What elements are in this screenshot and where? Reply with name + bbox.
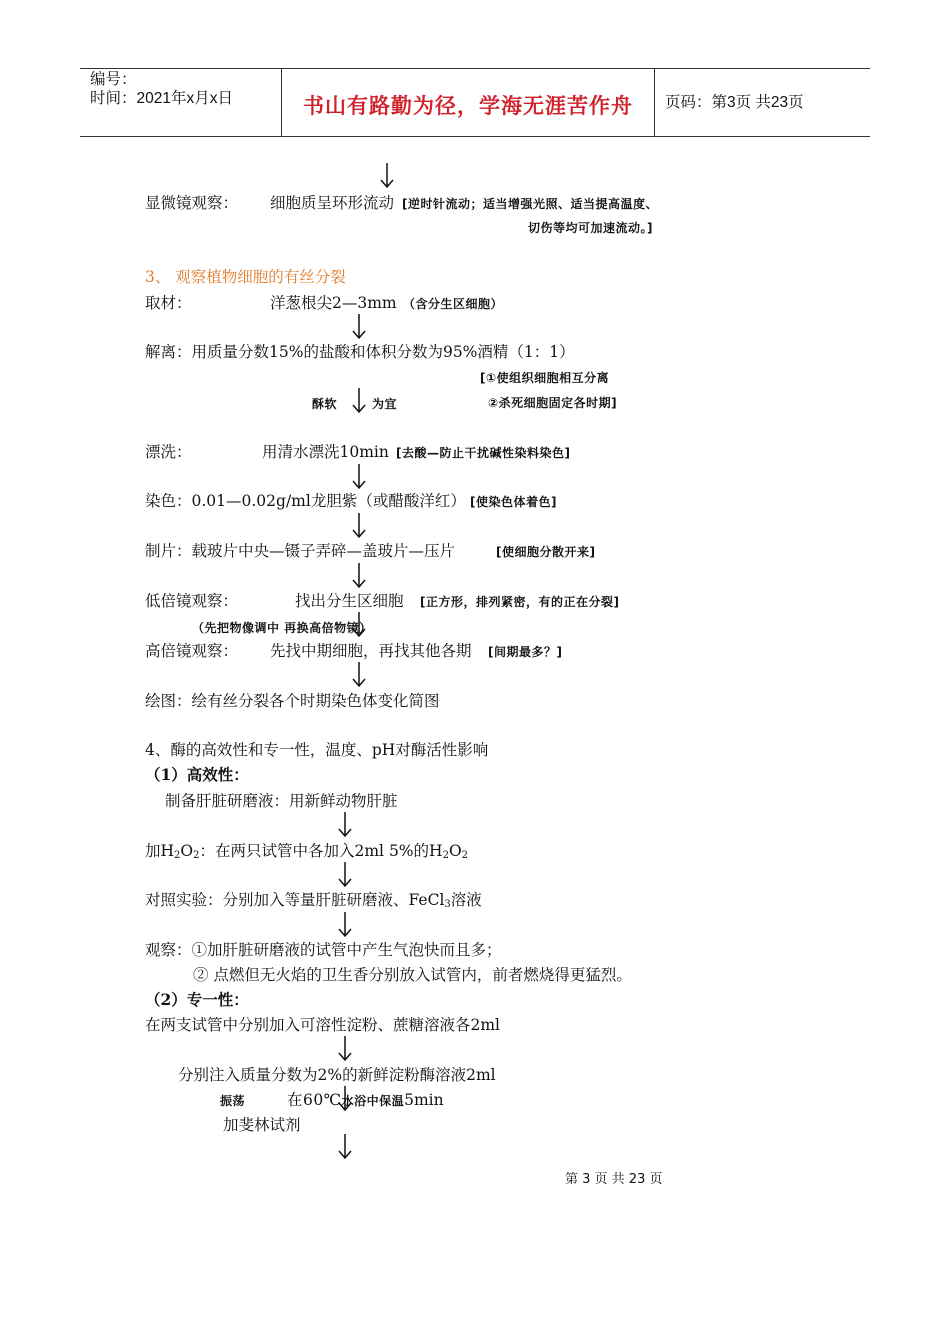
add-h2o2-text: 加$H_2O_2$：在两只试管中各加入2ml 5%的$H_2O_2$: [145, 842, 469, 861]
low-mag-note: [正方形，排列紧密，有的正在分裂]: [420, 595, 620, 609]
observe-2: ② 点燃但无火焰的卫生香分别放入试管内，前者燃烧得更猛烈。: [193, 966, 632, 984]
header-page-label: 页码：第3页 共23页: [665, 94, 804, 111]
fehling-text: 加斐林试剂: [223, 1116, 301, 1134]
down-arrow-icon: [380, 163, 394, 189]
down-arrow-icon: [338, 862, 352, 888]
microscope-note-2: 切伤等均可加速流动。]: [528, 221, 653, 235]
rinse-label: 漂洗：: [145, 443, 192, 461]
down-arrow-icon: [352, 662, 366, 688]
shake-label: 振荡: [220, 1094, 246, 1108]
down-arrow-icon: [352, 612, 366, 638]
header-divider-right: [654, 68, 655, 136]
subsection-efficiency: （1）高效性：: [145, 765, 249, 784]
draw-text: 绘图：绘有丝分裂各个时期染色体变化简图: [145, 692, 440, 710]
stain-note: [使染色体着色]: [470, 495, 557, 509]
rinse-note: [去酸—防止干扰碱性染料染色]: [396, 446, 571, 460]
low-mag-text: 找出分生区细胞: [295, 592, 404, 610]
footer-page-number: 第 3 页 共 23 页: [565, 1172, 663, 1187]
down-arrow-icon: [352, 464, 366, 490]
section4-title: 4、酶的高效性和专一性，温度、pH对酶活性影响: [145, 741, 489, 759]
header-date-label: 时间：2021年x月x日: [90, 90, 233, 107]
down-arrow-icon: [338, 1134, 352, 1160]
dissociation-text: 解离：用质量分数15%的盐酸和体积分数为95%酒精（1：1）: [145, 343, 575, 361]
section3-title: 3、 观察植物细胞的有丝分裂: [145, 268, 346, 286]
dissociation-note-2: ②杀死细胞固定各时期]: [488, 396, 618, 410]
down-arrow-icon: [352, 513, 366, 539]
header-top-border: [80, 68, 870, 69]
down-arrow-icon: [338, 1036, 352, 1062]
mount-text: 制片：载玻片中央—镊子弄碎—盖玻片—压片: [145, 542, 456, 560]
high-mag-text: 先找中期细胞，再找其他各期: [270, 642, 472, 660]
header-bottom-border: [80, 136, 870, 137]
high-mag-note: [间期最多？]: [488, 645, 563, 659]
mount-note: [使细胞分散开来]: [496, 545, 596, 559]
control-text: 对照实验：分别加入等量肝脏研磨液、FeCl$_3$溶液: [145, 891, 482, 910]
microscope-text: 细胞质呈环形流动: [270, 194, 395, 212]
specificity-1: 在两支试管中分别加入可溶性淀粉、蔗糖溶液各2ml: [145, 1016, 501, 1034]
sampling-label: 取材：: [145, 294, 192, 312]
low-mag-label: 低倍镜观察：: [145, 592, 239, 610]
stain-text: 染色：0.01—0.02g/ml龙胆紫（或醋酸洋红）: [145, 492, 466, 510]
down-arrow-icon: [338, 812, 352, 838]
header-motto: 书山有路勤为径，学海无涯苦作舟: [303, 94, 633, 118]
softness-left: 酥软: [312, 397, 338, 411]
observe-1: 观察：①加肝脏研磨液的试管中产生气泡快而且多；: [145, 941, 502, 959]
down-arrow-icon: [352, 388, 366, 414]
prep-text: 制备肝脏研磨液：用新鲜动物肝脏: [165, 792, 398, 810]
high-mag-label: 高倍镜观察：: [145, 642, 239, 660]
sampling-text: 洋葱根尖2—3mm: [270, 294, 397, 312]
subsection-specificity: （2）专一性：: [145, 990, 249, 1009]
between-note: （先把物像调中 再换高倍物镜）: [192, 621, 372, 635]
down-arrow-icon: [352, 563, 366, 589]
down-arrow-icon: [338, 912, 352, 938]
header-code-label: 编号：: [90, 71, 137, 88]
softness-right: 为宜: [372, 397, 398, 411]
dissociation-note-1: [①使组织细胞相互分离: [480, 371, 610, 385]
rinse-text: 用清水漂洗10min: [262, 443, 389, 461]
incubate-label: 在60℃水浴中保温5min: [287, 1091, 444, 1109]
sampling-note: （含分生区细胞）: [403, 297, 504, 311]
microscope-note-1: [逆时针流动；适当增强光照、适当提高温度、: [402, 197, 658, 211]
microscope-label: 显微镜观察：: [145, 194, 239, 212]
specificity-2: 分别注入质量分数为2%的新鲜淀粉酶溶液2ml: [178, 1066, 496, 1084]
down-arrow-icon: [352, 314, 366, 340]
